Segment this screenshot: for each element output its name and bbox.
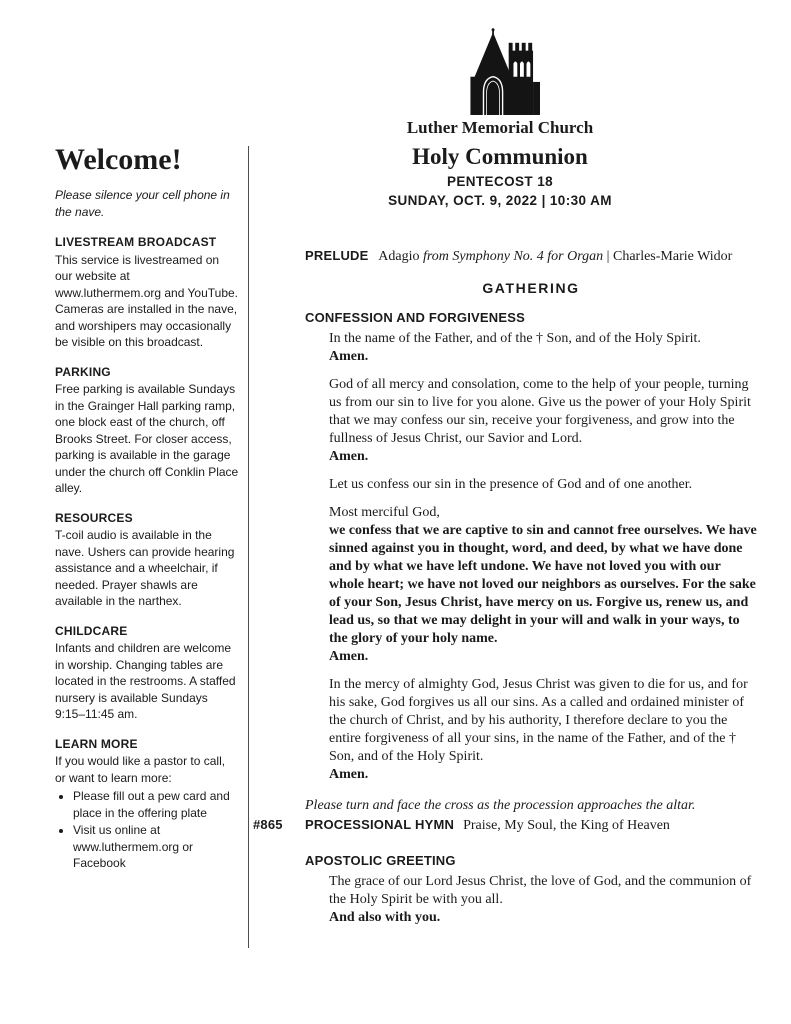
welcome-sidebar xyxy=(55,144,239,885)
liturgy-amen: Amen. xyxy=(329,767,369,782)
sidebar-section-learn-more xyxy=(55,736,239,872)
column-divider xyxy=(248,146,249,948)
section-body: T-coil audio is available in the nave. Ushers can provide hearing assistance and a wheelchair, if needed. Prayer shawls are available in the narthex. xyxy=(55,528,235,608)
service-title: Holy Communion xyxy=(412,144,588,169)
liturgy-paragraph xyxy=(329,330,757,366)
liturgy-leader: The grace of our Lord Jesus Christ, the love of God, and the communion of the Holy Spirit be with you all. xyxy=(329,874,752,907)
section-body: If you would like a pastor to call, or want to learn more: xyxy=(55,754,226,785)
liturgy-paragraph xyxy=(329,376,757,466)
apostolic-greeting xyxy=(305,852,757,927)
liturgy-leader: Most merciful God, xyxy=(329,505,440,520)
hymn-label: PROCESSIONAL HYMN xyxy=(305,817,455,832)
prelude-separator: | xyxy=(606,249,610,264)
welcome-heading: Welcome! xyxy=(55,143,182,176)
liturgy-amen: Amen. xyxy=(329,649,369,664)
cell-phone-notice: Please silence your cell phone in the nave. xyxy=(55,188,230,219)
sidebar-section-livestream xyxy=(55,234,239,351)
liturgy-amen: Amen. xyxy=(329,449,369,464)
liturgy-amen: Amen. xyxy=(329,349,369,364)
liturgy-leader: God of all mercy and consolation, come to the help of your people, turning us from our sin to live for you alone. Give us the power of your Holy Spirit that we may confess our sin, receive your forgiveness, and grow into the fullness of Jesus Christ, our Savior and Lord. xyxy=(329,377,751,446)
service-datetime: SUNDAY, OCT. 9, 2022 | 10:30 AM xyxy=(388,193,612,208)
season-title: PENTECOST 18 xyxy=(446,174,554,189)
sidebar-section-parking xyxy=(55,364,239,497)
liturgy-paragraph xyxy=(329,676,757,784)
header xyxy=(245,28,755,208)
prelude-composer: Charles-Marie Widor xyxy=(612,249,733,264)
hymn-number: #865 xyxy=(253,817,283,832)
greeting-heading: APOSTOLIC GREETING xyxy=(305,853,456,868)
section-heading: RESOURCES xyxy=(55,510,133,525)
liturgy-response: we confess that we are captive to sin and cannot free ourselves. We have sinned against you in thought, word, and deed, by what we have done and by what we have left undone. We have not loved you with our whole heart; we have not loved our neighbors as ourselves. For the sake of your Son, Jesus Christ, have mercy on us. Forgive us, renew us, and lead us, so that we may delight in your will and walk in your ways, to the glory of your holy name. xyxy=(329,523,757,646)
church-name: Luther Memorial Church xyxy=(406,118,594,137)
liturgy-leader: Let us confess our sin in the presence of God and of one another. xyxy=(329,477,693,492)
section-heading: PARKING xyxy=(55,364,111,379)
sidebar-section-childcare xyxy=(55,623,239,723)
section-body: This service is livestreamed on our website at www.luthermem.org and YouTube. Cameras are installed in the nave, and worshipers may occasionally be visible on this broadcast. xyxy=(55,252,238,349)
learn-more-bullets xyxy=(57,788,239,872)
liturgy-response: And also with you. xyxy=(329,910,441,925)
procession-rubric: Please turn and face the cross as the procession approaches the altar. xyxy=(305,798,696,813)
bullet-item: • Please fill out a pew card and place in the offering plate xyxy=(73,788,239,821)
liturgy-paragraph xyxy=(329,504,757,666)
liturgy-paragraph xyxy=(329,873,757,927)
confession-heading: CONFESSION AND FORGIVENESS xyxy=(305,310,525,325)
gathering-section-heading: GATHERING xyxy=(482,280,580,296)
liturgy-leader: In the mercy of almighty God, Jesus Christ was given to die for us, and for his sake, God forgives us all our sins. As a called and ordained minister of the church of Christ, and by his authority, I therefore declare to you the entire forgiveness of all your sins, in the name of the Father, and of the † Son, and of the Holy Spirit. xyxy=(329,677,748,764)
prelude-piece-title: Adagio xyxy=(378,249,420,264)
processional-hymn-line xyxy=(253,816,757,835)
liturgy-leader: In the name of the Father, and of the † Son, and of the Holy Spirit. xyxy=(329,331,701,346)
section-body: Free parking is available Sundays in the Grainger Hall parking ramp, one block east of the church, off Brooks Street. For closer access, parking is available in the garage under the church off Conklin Place alley. xyxy=(55,382,239,495)
prelude-label: PRELUDE xyxy=(305,248,369,263)
section-heading: CHILDCARE xyxy=(55,623,128,638)
prelude-piece-subtitle: from Symphony No. 4 for Organ xyxy=(422,249,604,264)
church-icon xyxy=(245,28,755,115)
section-heading: LIVESTREAM BROADCAST xyxy=(55,235,217,249)
bullet-item: • Visit us online at www.luthermem.org or Facebook xyxy=(73,822,239,872)
hymn-title: Praise, My Soul, the King of Heaven xyxy=(463,818,670,833)
sidebar-section-resources xyxy=(55,510,239,610)
prelude-line xyxy=(305,247,757,266)
section-heading: LEARN MORE xyxy=(55,736,138,751)
liturgy-paragraph xyxy=(329,476,757,494)
order-of-service xyxy=(253,247,757,937)
section-body: Infants and children are welcome in worship. Changing tables are located in the restrooms. A staffed nursery is available Sundays 9:15–11:45 am. xyxy=(55,641,236,721)
